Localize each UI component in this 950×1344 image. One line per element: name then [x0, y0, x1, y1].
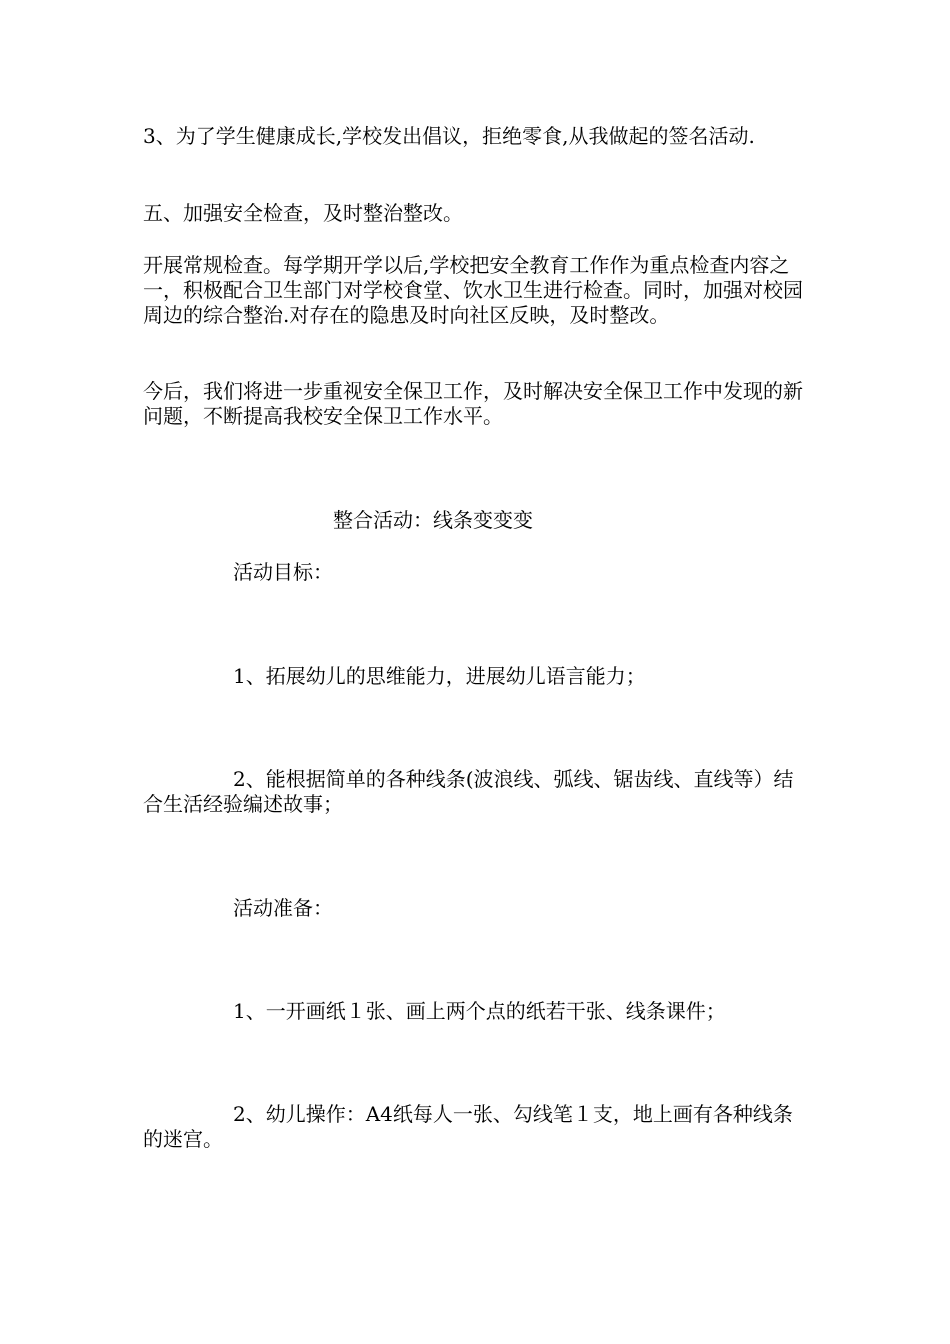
activity-title: 整合活动：线条变变变: [333, 508, 533, 532]
prep-heading: 活动准备：: [233, 896, 333, 920]
heading-section-5: 五、加强安全检查，及时整治整改。: [143, 201, 463, 225]
prep-item-1: 1、一开画纸１张、画上两个点的纸若干张、线条课件；: [233, 999, 726, 1023]
paragraph-closing: 今后，我们将进一步重视安全保卫工作，及时解决安全保卫工作中发现的新问题，不断提高我校安全保卫工作水平。: [143, 379, 803, 428]
goals-heading: 活动目标：: [233, 560, 333, 584]
paragraph-regular-check: 开展常规检查。每学期开学以后,学校把安全教育工作作为重点检查内容之一，积极配合卫生部门对学校食堂、饮水卫生进行检查。同时，加强对校园周边的综合整治.对存在的隐患及时向社区反映，及时整改。: [143, 253, 803, 327]
goal-item-2: 2、能根据简单的各种线条(波浪线、弧线、锯齿线、直线等）结合生活经验编述故事；: [143, 767, 794, 816]
goal-item-1: 1、拓展幼儿的思维能力，进展幼儿语言能力；: [233, 664, 646, 688]
prep-item-2: 2、幼儿操作：A4纸每人一张、勾线笔１支，地上画有各种线条的迷宫。: [143, 1102, 793, 1151]
paragraph-item-3: 3、为了学生健康成长,学校发出倡议，拒绝零食,从我做起的签名活动.: [143, 124, 755, 148]
